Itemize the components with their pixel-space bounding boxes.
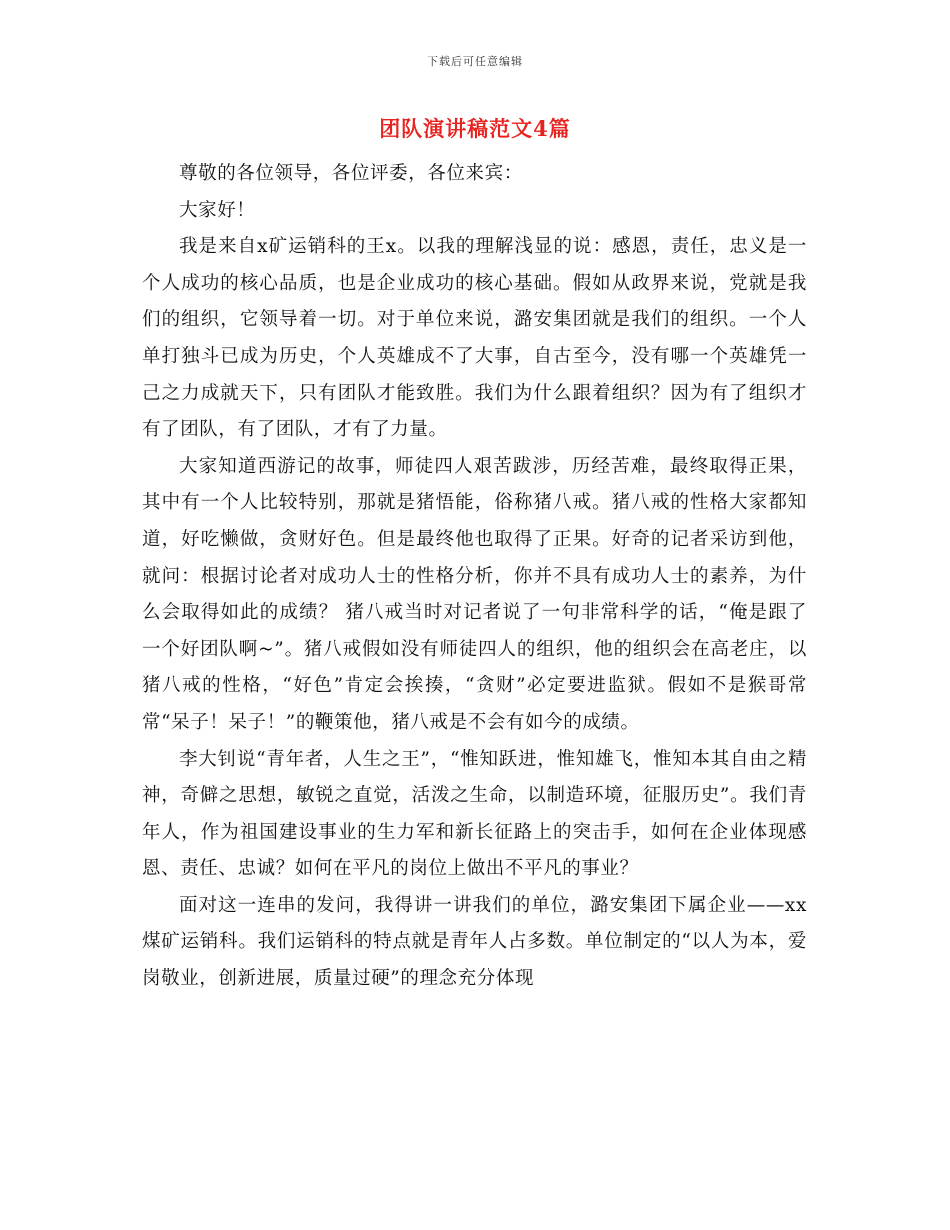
document-body <box>142 156 807 998</box>
paragraph-journey-west: 大家知道西游记的故事，师徒四人艰苦跋涉，历经苦难，最终取得正果，其中有一个人比较特别，那就是猪悟能，俗称猪八戒。猪八戒的性格大家都知道，好吃懒做，贪财好色。但是最终他也取得了正果。好奇的记者采访到他，就问：根据讨论者对成功人士的性格分析，你并不具有成功人士的素养，为什么会取得如此的成绩？ 猪八戒当时对记者说了一句非常科学的话，“俺是跟了一个好团队啊~”。猪八戒假如没有师徒四人的组织，他的组织会在高老庄，以猪八戒的性格，“好色”肯定会挨揍，“贪财”必定要进监狱。假如不是猴哥常常“呆子！呆子！”的鞭策他，猪八戒是不会有如今的成绩。 <box>142 455 807 733</box>
page-header-note: 下载后可任意编辑 <box>427 55 523 68</box>
paragraph-greeting: 大家好！ <box>179 199 256 221</box>
paragraph-intro: 我是来自x矿运销科的王x。以我的理解浅显的说：感恩，责任，忠义是一个人成功的核心品质，也是企业成功的核心基础。假如从政界来说，党就是我们的组织，它领导着一切。对于单位来说，潞安集团就是我们的组织。一个人单打独斗已成为历史，个人英雄成不了大事，自古至今，没有哪一个英雄凭一己之力成就天下，只有团队才能致胜。我们为什么跟着组织？因为有了组织才有了团队，有了团队，才有了力量。 <box>142 236 807 441</box>
paragraph-li-dazhao-quote: 李大钊说“青年者，人生之王”，“惟知跃进，惟知雄飞，惟知本其自由之精神，奇僻之思想，敏锐之直觉，活泼之生命，以制造环境，征服历史”。我们青年人，作为祖国建设事业的生力军和新长征路上的突击手，如何在企业体现感恩、责任、忠诚？如何在平凡的岗位上做出不平凡的事业？ <box>142 748 807 880</box>
document-title: 团队演讲稿范文4篇 <box>379 116 571 141</box>
paragraph-unit-description: 面对这一连串的发问，我得讲一讲我们的单位，潞安集团下属企业——xx煤矿运销科。我们运销科的特点就是青年人占多数。单位制定的“以人为本，爱岗敬业，创新进展，质量过硬”的理念充分体现 <box>142 894 807 990</box>
paragraph-salutation: 尊敬的各位领导，各位评委，各位来宾： <box>179 163 523 184</box>
